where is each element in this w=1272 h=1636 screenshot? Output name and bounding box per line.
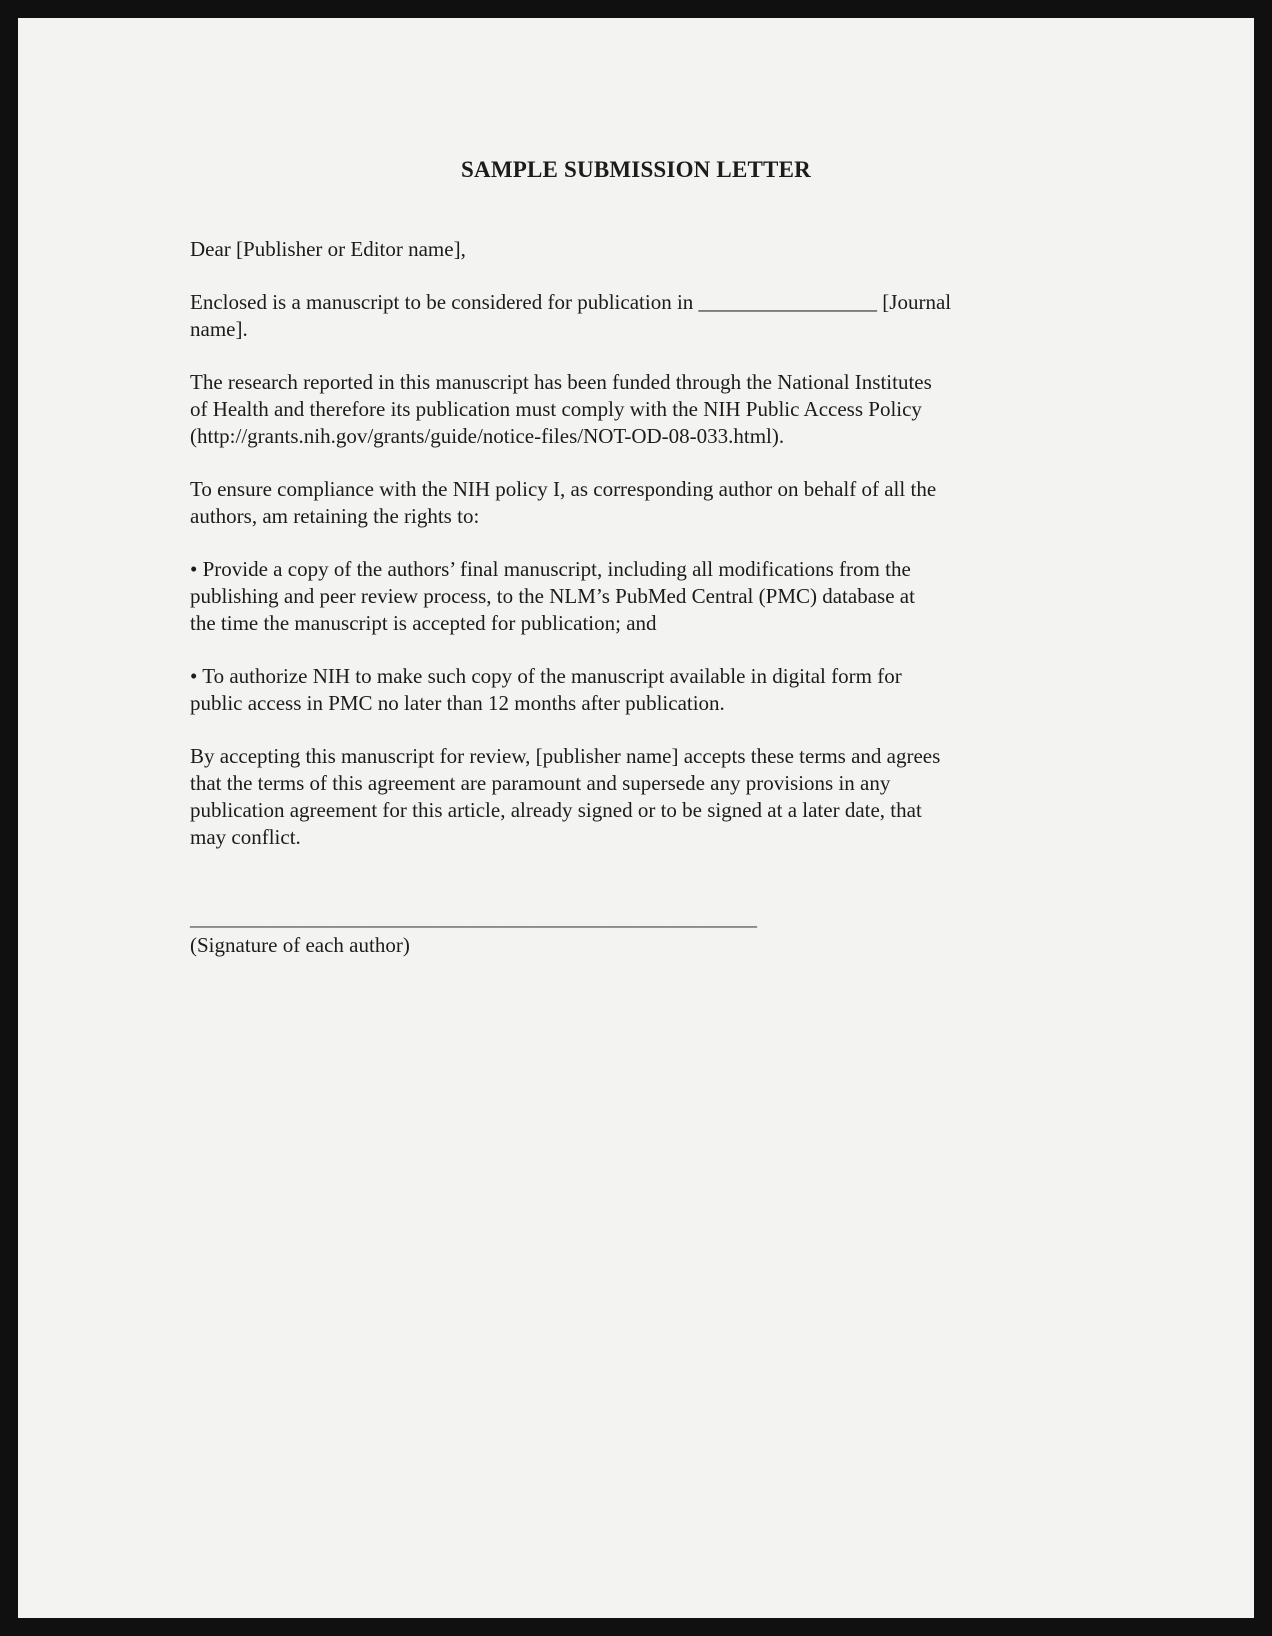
text-line: (http://grants.nih.gov/grants/guide/notice-files/NOT-OD-08-033.html). (190, 424, 785, 448)
text-line: To ensure compliance with the NIH policy I, as corresponding author on behalf of all the (190, 477, 937, 501)
letter-page (18, 18, 1254, 1618)
page-title: SAMPLE SUBMISSION LETTER (461, 157, 811, 182)
text-line: • To authorize NIH to make such copy of the manuscript available in digital form for (190, 664, 902, 688)
text-line: Dear [Publisher or Editor name], (190, 237, 466, 261)
signature-label: (Signature of each author) (190, 933, 410, 957)
bullet-authorize-nih (190, 663, 1194, 717)
text-line: the time the manuscript is accepted for publication; and (190, 611, 657, 635)
salutation-paragraph (190, 236, 1194, 263)
text-line: Enclosed is a manuscript to be considered for publication in _________________ [Journal (190, 290, 952, 314)
letter-content (18, 18, 1254, 959)
text-line: of Health and therefore its publication must comply with the NIH Public Access Policy (190, 397, 922, 421)
text-line: may conflict. (190, 825, 301, 849)
acceptance-terms-paragraph (190, 743, 1194, 851)
text-line: The research reported in this manuscript has been funded through the National Institutes (190, 370, 932, 394)
signature-block (190, 905, 1194, 959)
text-line: By accepting this manuscript for review, [publisher name] accepts these terms and agrees (190, 744, 941, 768)
text-line: publication agreement for this article, already signed or to be signed at a later date, that (190, 798, 922, 822)
text-line: that the terms of this agreement are paramount and supersede any provisions in any (190, 771, 891, 795)
text-line: public access in PMC no later than 12 months after publication. (190, 691, 725, 715)
signature-line: ______________________________________________________ (190, 906, 757, 930)
bullet-provide-copy (190, 556, 1194, 637)
funding-paragraph (190, 369, 1194, 450)
text-line: publishing and peer review process, to the NLM’s PubMed Central (PMC) database at (190, 584, 915, 608)
text-line: • Provide a copy of the authors’ final manuscript, including all modifications from the (190, 557, 911, 581)
enclosed-paragraph (190, 289, 1194, 343)
text-line: authors, am retaining the rights to: (190, 504, 480, 528)
text-line: name]. (190, 317, 248, 341)
compliance-paragraph (190, 476, 1194, 530)
